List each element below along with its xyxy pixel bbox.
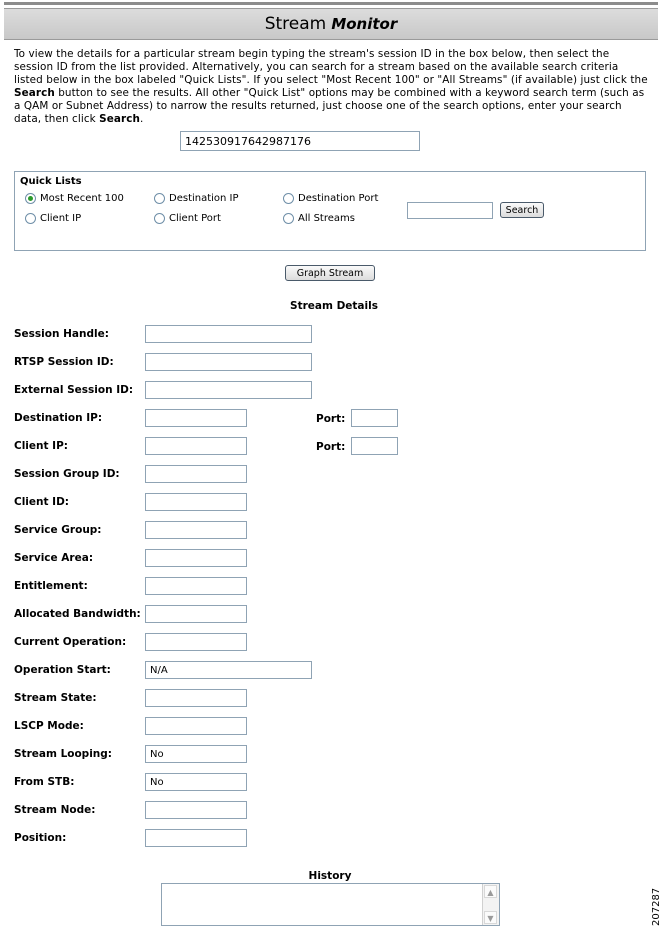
label-client-id: Client ID: [14,496,69,508]
page-title: Stream [264,14,327,34]
scroll-up-icon[interactable]: ▲ [484,885,497,898]
page-subtitle: Monitor [331,15,398,33]
history-title: History [308,870,352,882]
session-handle-field[interactable] [145,325,312,343]
client-ip-field[interactable] [145,437,247,455]
allocated-bandwidth-field[interactable] [145,605,247,623]
label-stream-looping: Stream Looping: [14,748,112,760]
operation-start-field[interactable] [145,661,312,679]
radio-icon [283,213,294,224]
label-from-stb: From STB: [14,776,75,788]
session-id-input[interactable] [180,131,420,151]
label-client-port: Port: [316,441,346,453]
lscp-mode-field[interactable] [145,717,247,735]
radio-destination-ip[interactable]: Destination IP [154,193,239,204]
keyword-search-input[interactable] [407,202,493,219]
external-session-id-field[interactable] [145,381,312,399]
label-service-area: Service Area: [14,552,94,564]
top-stripe [4,2,658,5]
client-port-field[interactable] [351,437,398,455]
label-operation-start: Operation Start: [14,664,111,676]
stream-details-title: Stream Details [290,300,378,312]
radio-destination-port[interactable]: Destination Port [283,193,378,204]
label-stream-node: Stream Node: [14,804,96,816]
radio-icon [154,193,165,204]
page-title-bar [4,8,658,40]
rtsp-session-id-field[interactable] [145,353,312,371]
quick-lists-box [14,171,646,251]
radio-all-streams[interactable]: All Streams [283,213,355,224]
position-field[interactable] [145,829,247,847]
label-rtsp-session-id: RTSP Session ID: [14,356,114,368]
label-session-group-id: Session Group ID: [14,468,120,480]
from-stb-field[interactable] [145,773,247,791]
label-current-operation: Current Operation: [14,636,127,648]
destination-port-field[interactable] [351,409,398,427]
instructions-text: To view the details for a particular stream begin typing the stream's session ID in the box below, then select the session ID from the list provided. Alternatively, you can search for a stream based on the available search criteria listed below in the box labeled "Quick Lists". If you select "Most Recent 100" or "All Streams" (if available) just click the Search button to see the results. All other "Quick List" options may be combined with a keyword search term (such as a QAM or Subnet Address) to narrow the results returned, just choose one of the search options, enter your search data, then click Search. [14,48,648,125]
service-group-field[interactable] [145,521,247,539]
graph-stream-button[interactable]: Graph Stream [285,265,375,281]
history-textarea[interactable] [161,883,500,926]
radio-client-ip[interactable]: Client IP [25,213,81,224]
stream-node-field[interactable] [145,801,247,819]
radio-icon [283,193,294,204]
label-entitlement: Entitlement: [14,580,88,592]
session-group-id-field[interactable] [145,465,247,483]
label-destination-port: Port: [316,413,346,425]
label-client-ip: Client IP: [14,440,68,452]
figure-id: 207287 [651,887,662,926]
entitlement-field[interactable] [145,577,247,595]
label-destination-ip: Destination IP: [14,412,103,424]
radio-client-port[interactable]: Client Port [154,213,221,224]
radio-checked-icon [25,193,36,204]
scroll-down-icon[interactable]: ▼ [484,911,497,924]
label-session-handle: Session Handle: [14,328,109,340]
current-operation-field[interactable] [145,633,247,651]
radio-icon [25,213,36,224]
radio-icon [154,213,165,224]
radio-most-recent-100[interactable]: Most Recent 100 [25,193,124,204]
label-position: Position: [14,832,67,844]
history-scrollbar[interactable] [482,884,499,925]
quick-lists-legend: Quick Lists [20,176,82,187]
stream-state-field[interactable] [145,689,247,707]
service-area-field[interactable] [145,549,247,567]
search-button[interactable]: Search [500,202,544,218]
label-external-session-id: External Session ID: [14,384,134,396]
label-allocated-bandwidth: Allocated Bandwidth: [14,608,141,620]
destination-ip-field[interactable] [145,409,247,427]
label-service-group: Service Group: [14,524,102,536]
client-id-field[interactable] [145,493,247,511]
label-stream-state: Stream State: [14,692,97,704]
label-lscp-mode: LSCP Mode: [14,720,84,732]
stream-looping-field[interactable] [145,745,247,763]
